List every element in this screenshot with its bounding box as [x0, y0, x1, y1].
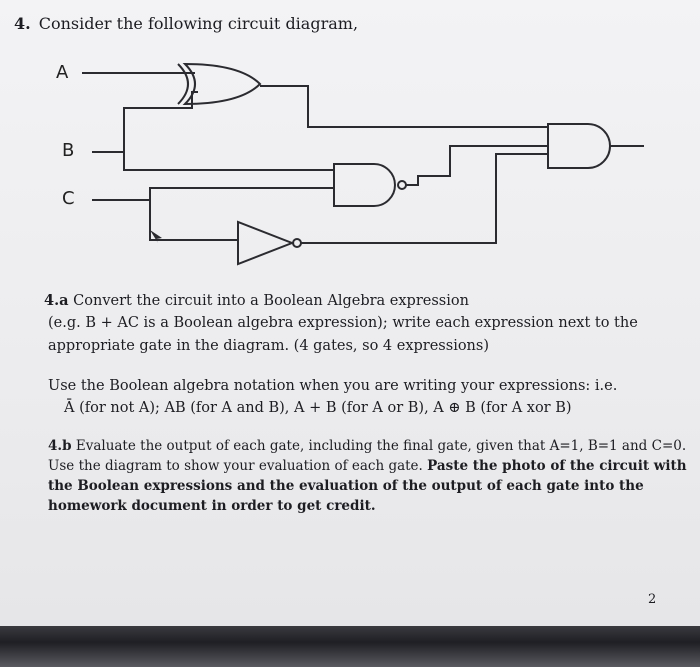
- input-label-a: A: [56, 62, 69, 83]
- question-number: 4.: [14, 14, 31, 33]
- cursor-arrow: [150, 230, 162, 243]
- or-gate-back-arc: [178, 64, 188, 104]
- notation-line2: Ā (for not A); AB (for A and B), A + B (for A or B), A ⊕ B (for A xor B): [64, 400, 572, 416]
- part-a-label: 4.a: [44, 292, 69, 309]
- part-b-text2b: Paste the photo of the circuit with: [427, 458, 687, 474]
- part-b-line2: [48, 458, 687, 474]
- part-b-text2a: Use the diagram to show your evaluation of each gate.: [48, 458, 423, 474]
- input-label-c: C: [62, 188, 75, 209]
- input-label-b: B: [62, 140, 75, 161]
- part-a-line1: [44, 292, 469, 309]
- part-b-line1: [48, 438, 686, 454]
- wire-or-out: [260, 86, 548, 134]
- nand-gate: [334, 164, 395, 206]
- question-text: Consider the following circuit diagram,: [38, 14, 359, 33]
- circuit-diagram: [0, 0, 700, 290]
- wire-b: [92, 92, 198, 152]
- wire-c: [92, 188, 334, 200]
- not-gate: [238, 222, 292, 264]
- part-b-line3: the Boolean expressions and the evaluation of the output of each gate into the: [48, 478, 644, 494]
- or-gate: [185, 64, 260, 104]
- photo-bottom-edge: [0, 626, 700, 667]
- wire-b-branch: [124, 152, 334, 170]
- part-b-label: 4.b: [48, 438, 72, 454]
- wire-c-branch: [150, 200, 238, 240]
- part-a-line3: appropriate gate in the diagram. (4 gates, so 4 expressions): [48, 338, 489, 354]
- part-b-text1: Evaluate the output of each gate, including the final gate, given that A=1, B=1 and C=0.: [75, 438, 687, 454]
- nand-gate-bubble: [398, 181, 406, 189]
- and-gate: [548, 124, 610, 168]
- notation-line1: Use the Boolean algebra notation when you are writing your expressions: i.e.: [48, 378, 618, 394]
- wire-nand-out: [406, 146, 548, 185]
- part-a-text1: Convert the circuit into a Boolean Algebra expression: [73, 293, 469, 309]
- page-number: 2: [648, 592, 657, 607]
- part-b-line4: homework document in order to get credit.: [48, 498, 376, 514]
- wire-not-out: [301, 154, 548, 243]
- part-a-line2: (e.g. B + AC is a Boolean algebra expression); write each expression next to the: [48, 315, 638, 331]
